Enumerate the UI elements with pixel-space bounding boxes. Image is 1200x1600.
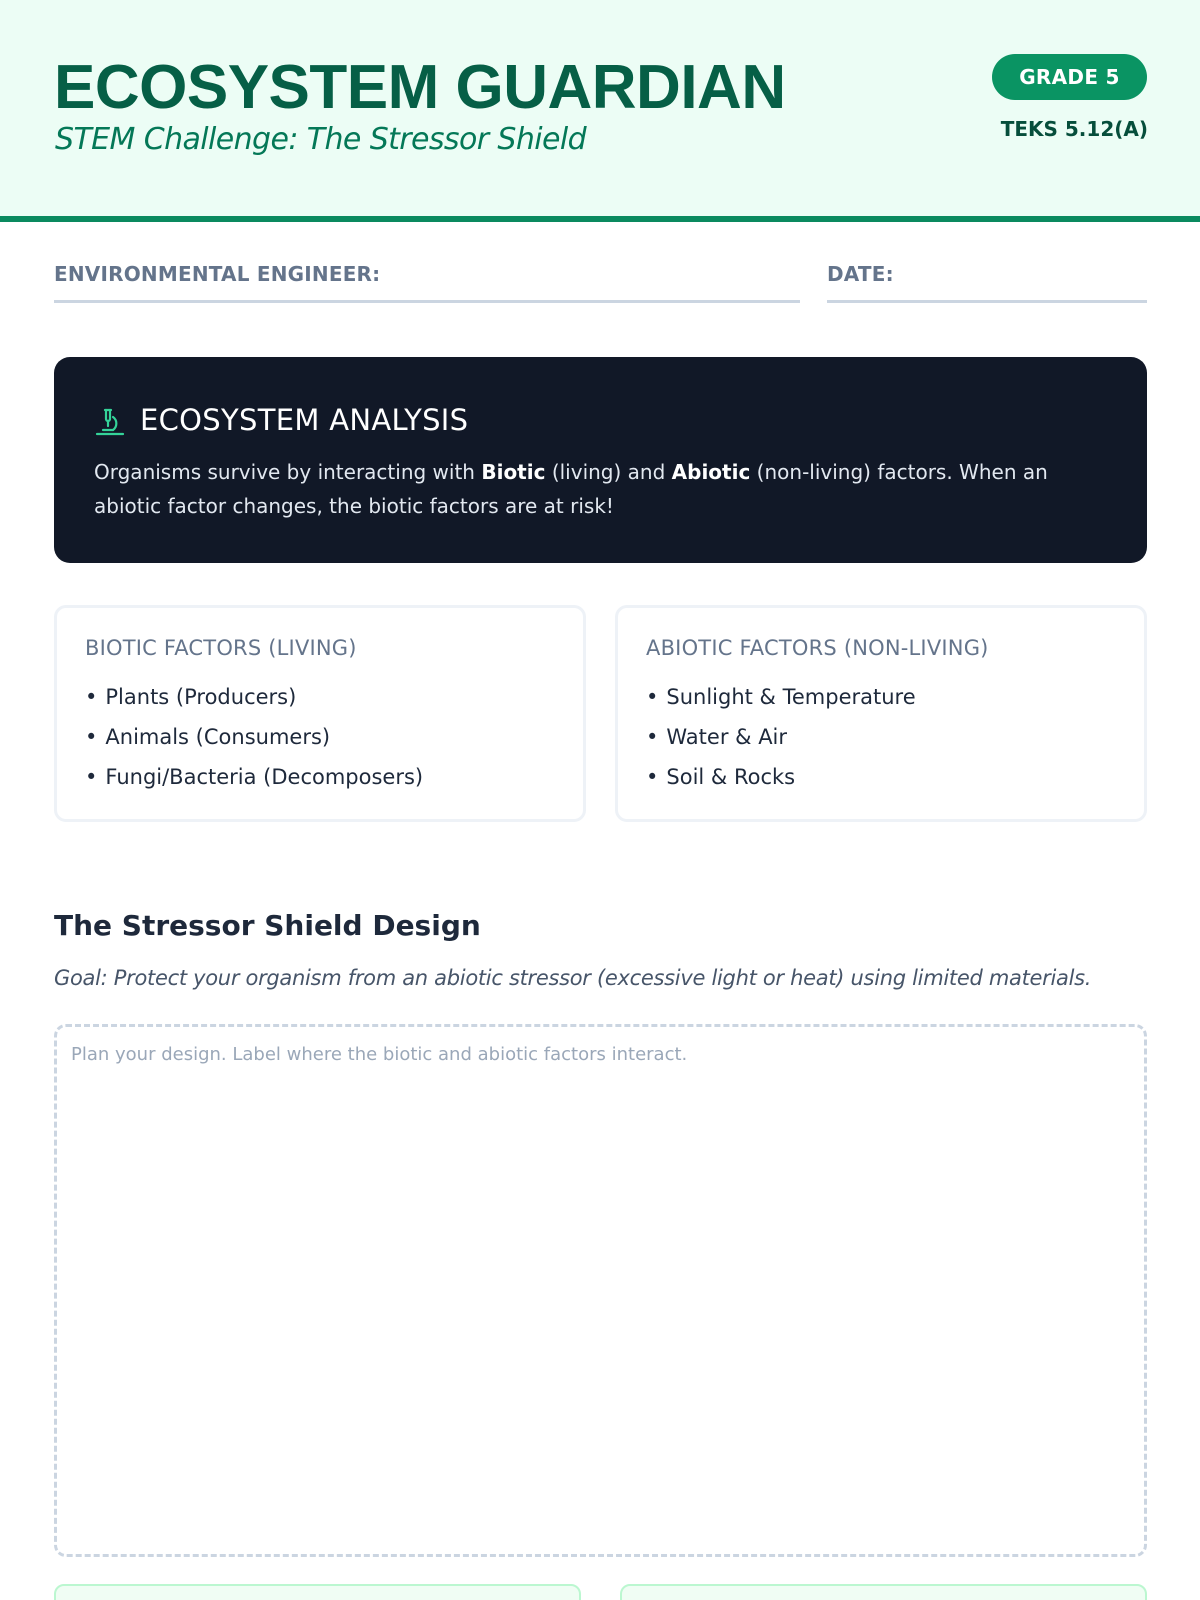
abiotic-factors-title: ABIOTIC FACTORS (NON-LIVING) — [646, 636, 989, 660]
biotic-factors-card — [54, 605, 586, 822]
biotic-term: Biotic — [481, 460, 546, 484]
worksheet-subtitle: STEM Challenge: The Stressor Shield — [55, 122, 587, 157]
list-item: • Water & Air — [646, 722, 916, 762]
bottom-card-right — [620, 1584, 1147, 1600]
worksheet-header — [0, 0, 1200, 222]
list-item: • Animals (Consumers) — [85, 722, 423, 762]
list-item: • Sunlight & Temperature — [646, 682, 916, 722]
engineer-name-label: ENVIRONMENTAL ENGINEER: — [54, 262, 381, 286]
biotic-factors-title: BIOTIC FACTORS (LIVING) — [85, 636, 357, 660]
abiotic-factors-card — [615, 605, 1147, 822]
list-item: • Fungi/Bacteria (Decomposers) — [85, 762, 423, 802]
microscope-icon — [94, 405, 126, 437]
ecosystem-analysis-panel — [54, 357, 1147, 563]
design-sketch-area[interactable] — [54, 1024, 1147, 1557]
design-section-title: The Stressor Shield Design — [54, 909, 481, 942]
bottom-card-left — [54, 1584, 581, 1600]
worksheet-title: ECOSYSTEM GUARDIAN — [54, 53, 786, 122]
standard-code: TEKS 5.12(A) — [1000, 117, 1148, 141]
abiotic-term: Abiotic — [671, 460, 751, 484]
list-item: • Soil & Rocks — [646, 762, 916, 802]
analysis-title: ECOSYSTEM ANALYSIS — [140, 403, 469, 437]
biotic-factors-list — [85, 682, 423, 802]
design-goal: Goal: Protect your organism from an abiotic stressor (excessive light or heat) using limited materials. — [54, 966, 1092, 990]
engineer-name-line[interactable] — [54, 300, 800, 303]
date-line[interactable] — [827, 300, 1147, 303]
list-item: • Plants (Producers) — [85, 682, 423, 722]
analysis-description: Organisms survive by interacting with Biotic (living) and Abiotic (non-living) factors. When an abiotic factor changes, the biotic factors are at risk! — [94, 460, 1048, 518]
date-label: DATE: — [827, 262, 894, 286]
grade-badge: GRADE 5 — [992, 54, 1147, 100]
abiotic-factors-list — [646, 682, 916, 802]
